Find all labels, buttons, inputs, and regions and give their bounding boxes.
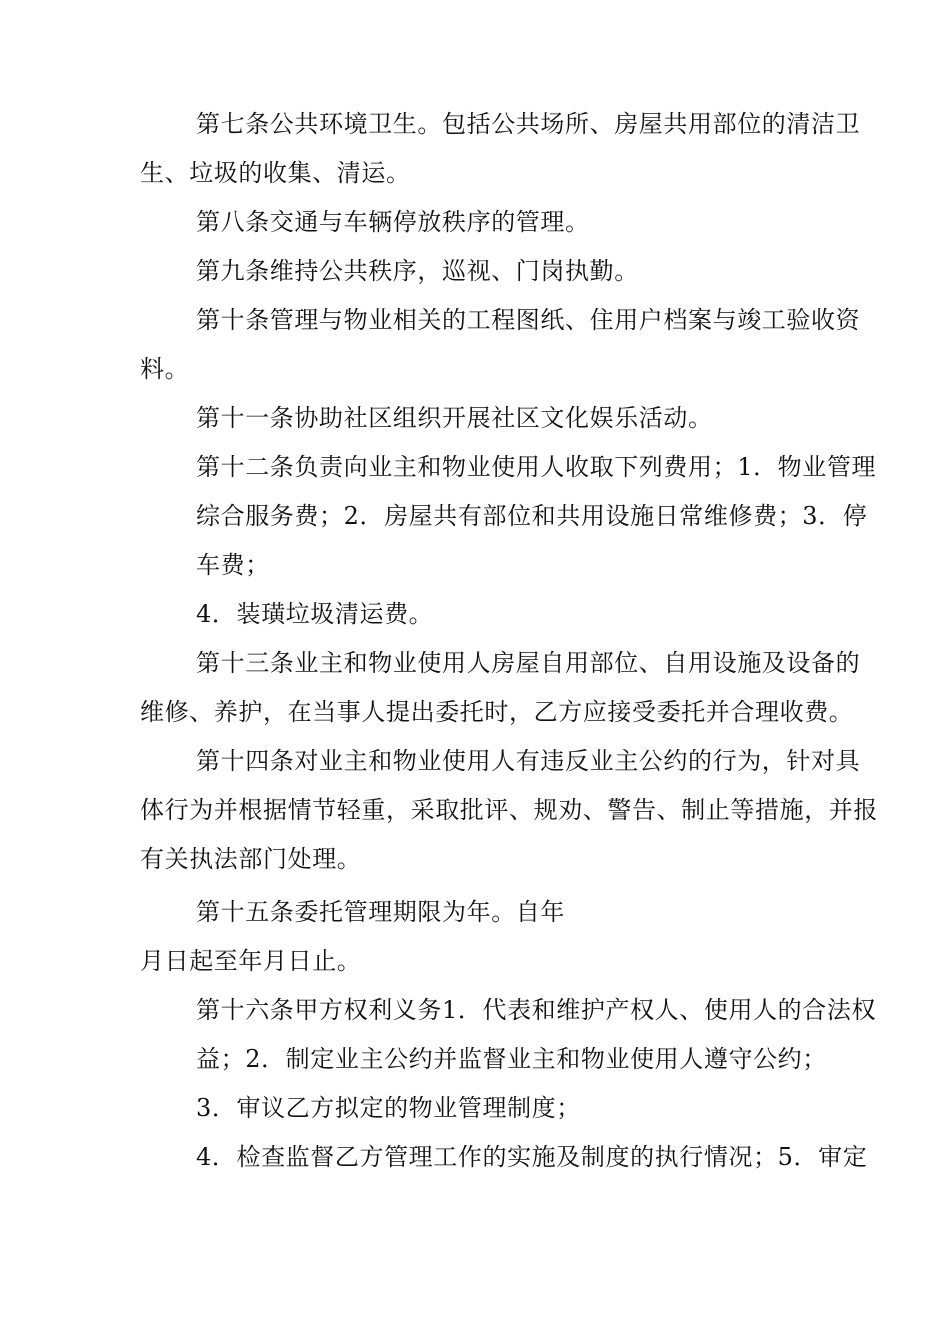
text-line: 第十五条委托管理期限为年。自年 — [196, 898, 565, 926]
text-line: 第八条交通与车辆停放秩序的管理。 — [196, 208, 590, 236]
text-line: 生、垃圾的收集、清运。 — [140, 159, 411, 187]
text-line: 第十二条负责向业主和物业使用人收取下列费用；1．物业管理 — [196, 453, 877, 481]
text-line: 4．装璜垃圾清运费。 — [196, 600, 434, 628]
text-line: 有关执法部门处理。 — [140, 845, 362, 873]
text-line: 第十六条甲方权利义务1．代表和维护产权人、使用人的合法权 — [196, 996, 877, 1024]
text-line: 4．检查监督乙方管理工作的实施及制度的执行情况；5．审定 — [196, 1143, 868, 1171]
text-line: 第十三条业主和物业使用人房屋自用部位、自用设施及设备的 — [196, 649, 861, 677]
text-line: 3．审议乙方拟定的物业管理制度； — [196, 1094, 581, 1122]
text-line: 第七条公共环境卫生。包括公共场所、房屋共用部位的清洁卫 — [196, 110, 861, 138]
text-line: 料。 — [140, 355, 190, 383]
text-line: 第十一条协助社区组织开展社区文化娱乐活动。 — [196, 404, 713, 432]
text-line: 益；2．制定业主公约并监督业主和物业使用人遵守公约； — [196, 1045, 827, 1073]
text-line: 车费； — [196, 551, 270, 579]
text-line: 维修、养护，在当事人提出委托时，乙方应接受委托并合理收费。 — [140, 698, 854, 726]
text-line: 第十条管理与物业相关的工程图纸、住用户档案与竣工验收资 — [196, 306, 861, 334]
text-line: 综合服务费；2．房屋共有部位和共用设施日常维修费；3．停 — [196, 502, 868, 530]
text-line: 第十四条对业主和物业使用人有违反业主公约的行为，针对具 — [196, 747, 861, 775]
text-line: 第九条维持公共秩序，巡视、门岗执勤。 — [196, 257, 639, 285]
text-line: 体行为并根据情节轻重，采取批评、规劝、警告、制止等措施，并报 — [140, 796, 878, 824]
text-line: 月日起至年月日止。 — [140, 947, 362, 975]
